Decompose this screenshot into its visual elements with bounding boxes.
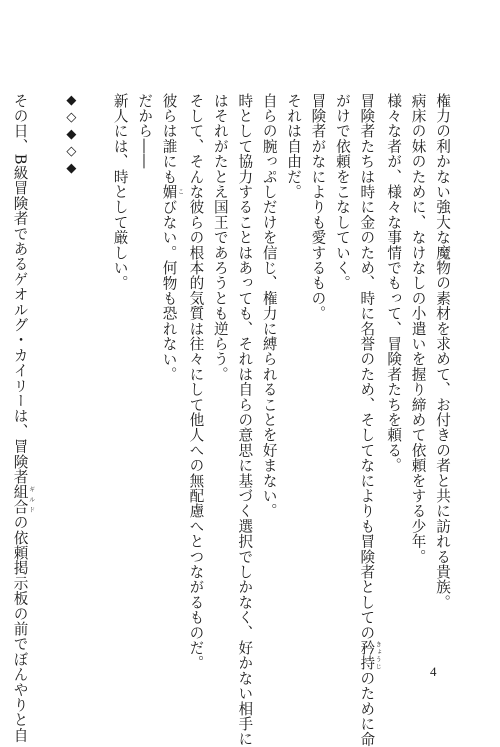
ruby-annotation: 媚 こ (160, 184, 184, 200)
text-line: 冒険者がなによりも愛するもの。 (309, 93, 327, 321)
text-line: それは自由だ。 (285, 93, 303, 200)
blank-line (34, 93, 58, 645)
text-line: そして、そんな彼らの根本的気質は往々にして他人への無配慮へとつながるものだ。 (187, 93, 205, 671)
text-line: 権力の利かない強大な魔物の素材を求めて、お付きの者と共に訪れる貴族。 (434, 93, 451, 610)
ruby-annotation: 矜持 きょうじ (358, 640, 382, 671)
text-line-with-ruby: 冒険者たちは時に金のため、時に名誉のため、そしてなによりも冒険者としての矜持 きょうじのために命 (358, 93, 382, 747)
text-line-with-ruby: その日、B級冒険者であるゲオルグ・カイリーは、冒険者組合 ギルドの依頼掲示板の前でぼんやりと自 (11, 93, 35, 743)
blank-line (83, 93, 107, 645)
page-number: 4 (430, 664, 437, 679)
text-line: だから―― (136, 93, 154, 169)
text-line: 病床の妹のために、なけなしの小遣いを握り締めて依頼をする少年。 (409, 93, 427, 565)
text-line: 時として協力することはあっても、それは自らの意思に基づく選択でしかなく、好かない相手に (236, 93, 254, 747)
text-line: がけで依頼をこなしていく。 (333, 93, 351, 291)
text-line: はそれがたとえ国王であろうとも逆らう。 (211, 93, 229, 382)
section-break-ornament: ◆◇◆◇◆ (63, 93, 79, 178)
vertical-text-block (11, 93, 454, 747)
text-line: 自らの腕っぷしだけを信じ、権力に縛られることを好まない。 (260, 93, 278, 519)
text-line-with-ruby: 彼らは誰にも媚 こびない。何物も恐れない。 (160, 93, 184, 382)
text-line: 様々な者が、様々な事情でもって、冒険者たちを頼る。 (385, 93, 403, 473)
ruby-annotation: 組合 ギルド (11, 484, 35, 515)
text-line: 新人には、時として厳しい。 (111, 93, 129, 291)
